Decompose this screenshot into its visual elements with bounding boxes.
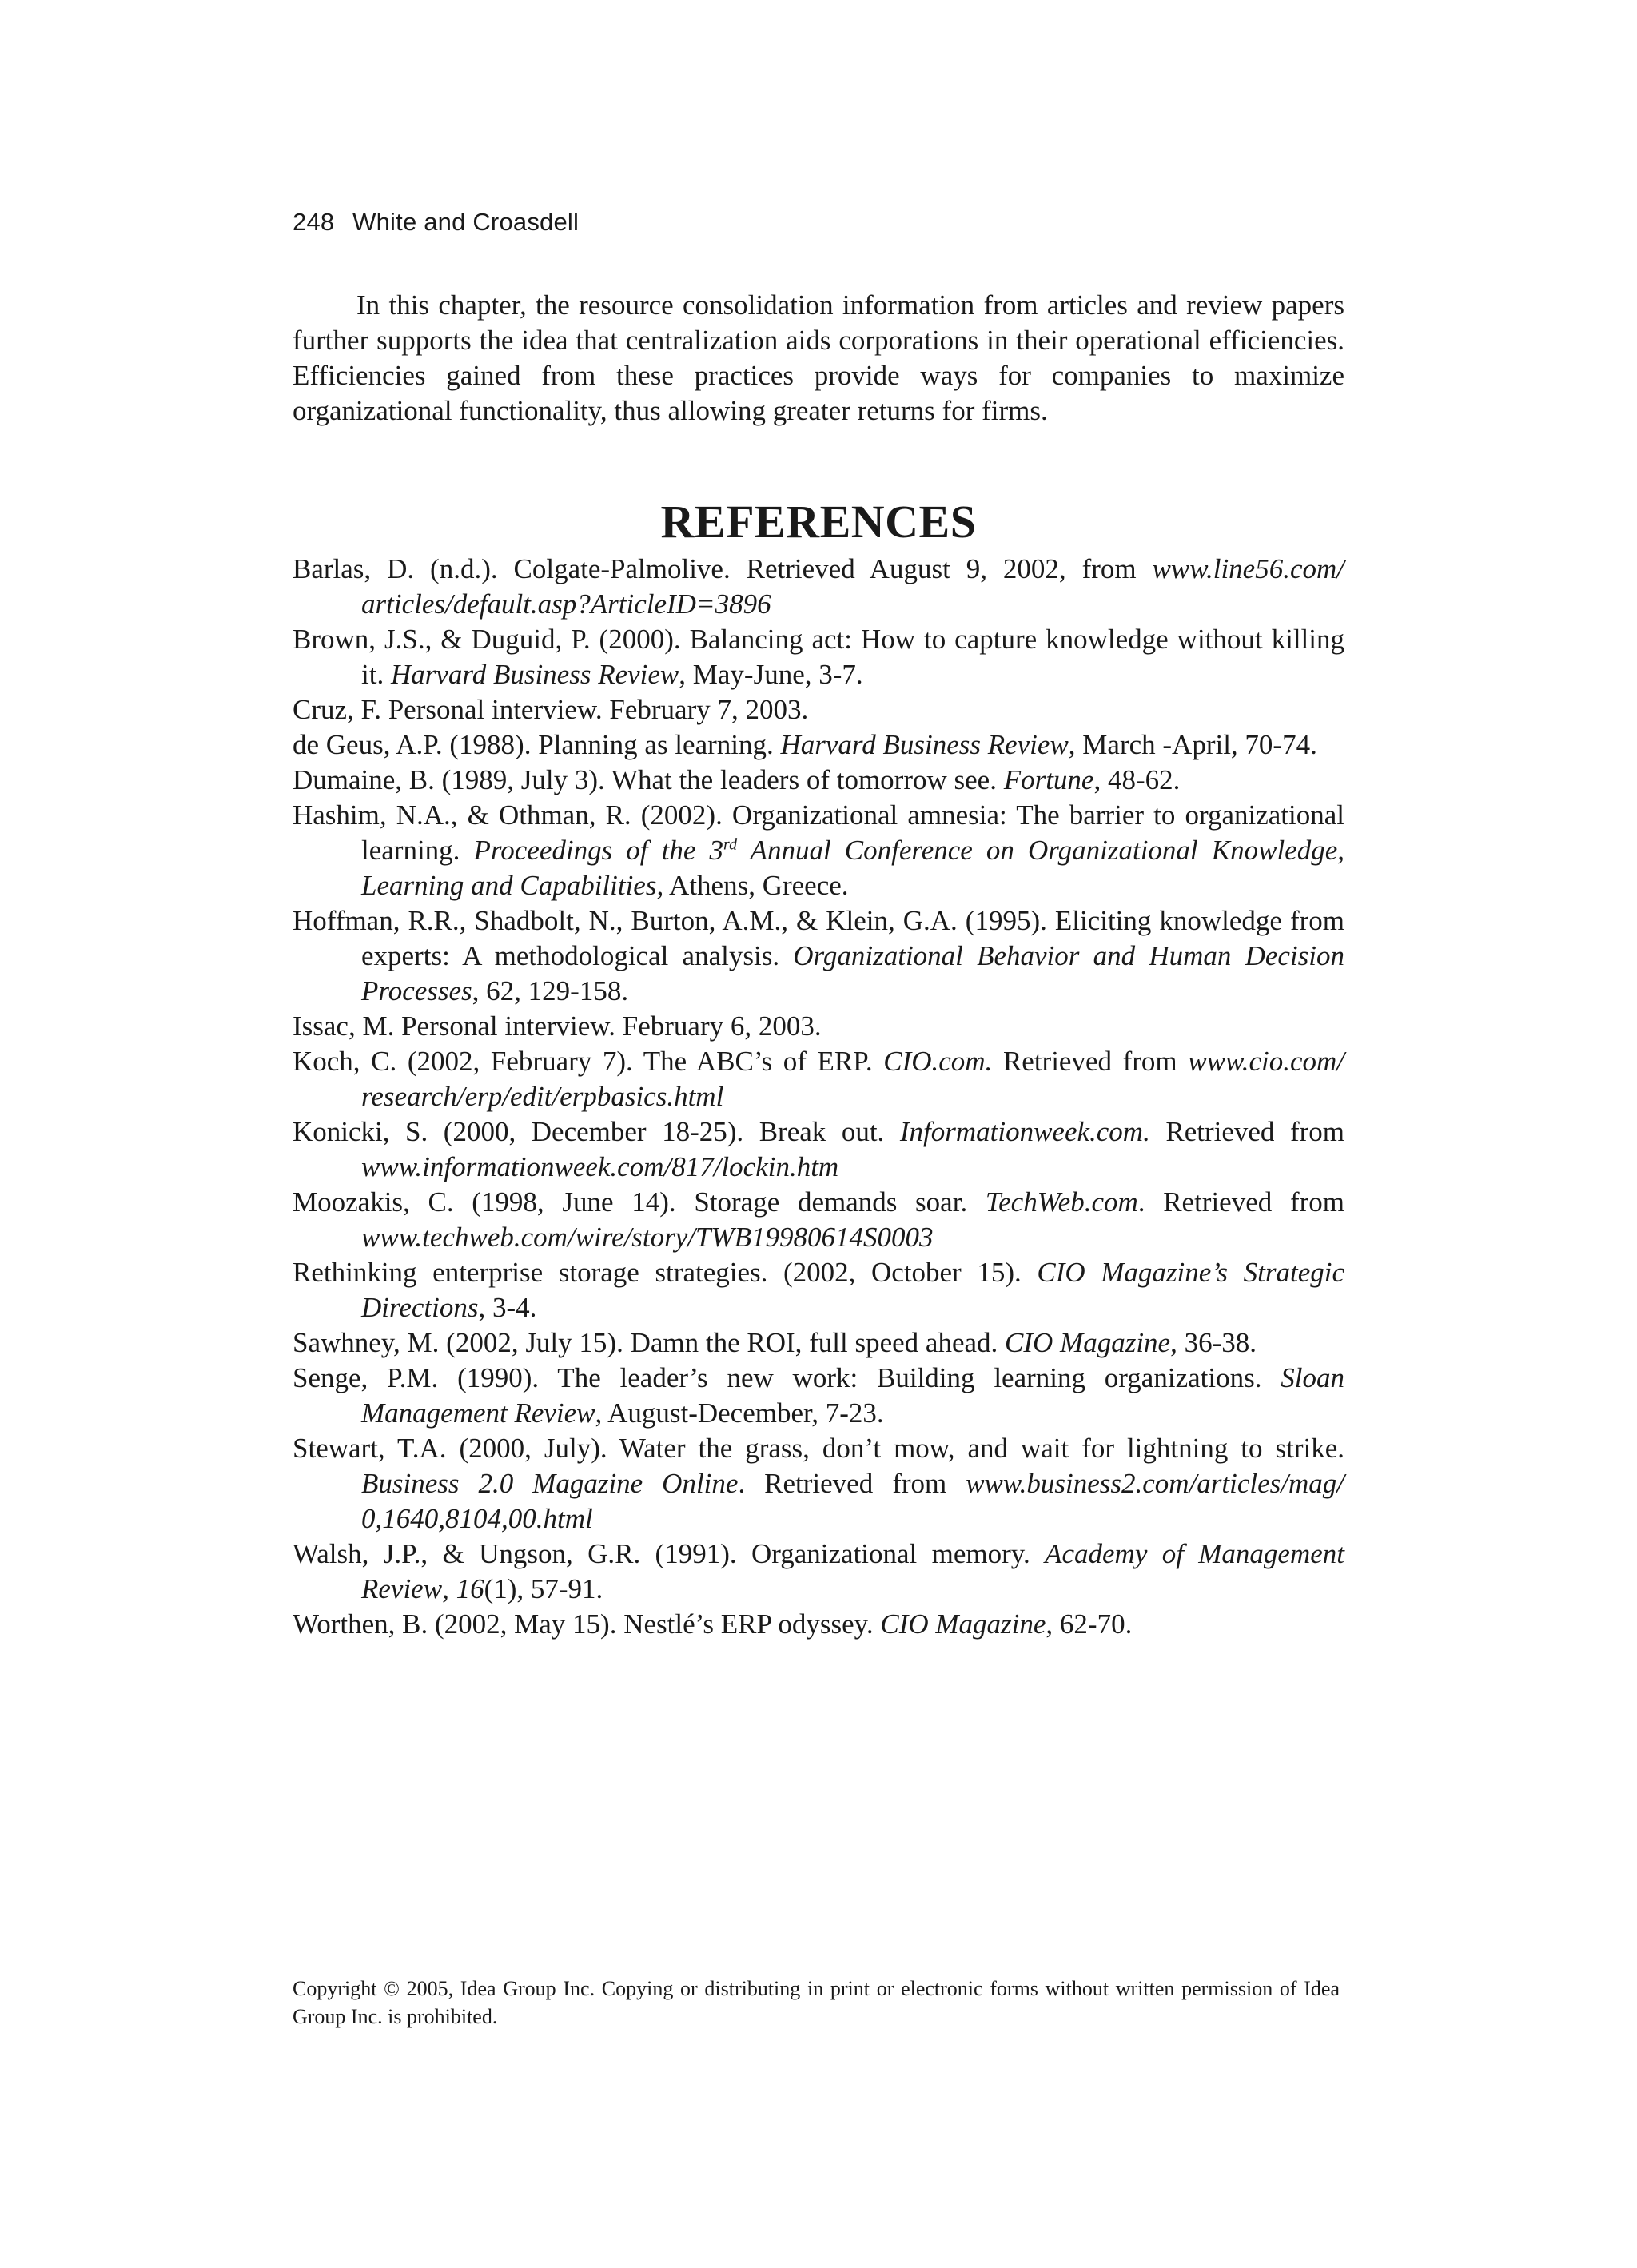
reference-item: Sawhney, M. (2002, July 15). Damn the ROI, full speed ahead. CIO Magazine, 36-38. <box>293 1327 1257 1358</box>
page-number: 248 <box>293 208 335 236</box>
reference-item: Dumaine, B. (1989, July 3). What the leaders of tomorrow see. Fortune, 48-62. <box>293 764 1181 795</box>
reference-item: Stewart, T.A. (2000, July). Water the grass, don’t mow, and wait for lightning to strike. Business 2.0 Magazine Online. Retrieved from www.business2.com/articles/mag/ 0,1640,8104,00.html <box>293 1433 1345 1534</box>
reference-item: Konicki, S. (2000, December 18-25). Break out. Informationweek.com. Retrieved from www.informationweek.com/817/lockin.htm <box>293 1116 1345 1182</box>
reference-item: Cruz, F. Personal interview. February 7, 2003. <box>293 694 809 725</box>
copyright-notice: Copyright © 2005, Idea Group Inc. Copying or distributing in print or electronic forms without written permission of Idea Group Inc. is prohibited. <box>293 1977 1340 2028</box>
reference-item: Worthen, B. (2002, May 15). Nestlé’s ERP odyssey. CIO Magazine, 62-70. <box>293 1608 1133 1640</box>
reference-item: Walsh, J.P., & Ungson, G.R. (1991). Organizational memory. Academy of Management Review, 16(1), 57-91. <box>293 1538 1344 1604</box>
running-title: White and Croasdell <box>352 208 580 236</box>
reference-item: Brown, J.S., & Duguid, P. (2000). Balancing act: How to capture knowledge without killing it. Harvard Business Review, May-June, 3-7. <box>293 624 1344 690</box>
reference-item: Koch, C. (2002, February 7). The ABC’s of ERP. CIO.com. Retrieved from www.cio.com/ research/erp/edit/erpbasics.html <box>293 1046 1344 1112</box>
reference-item: Issac, M. Personal interview. February 6, 2003. <box>293 1010 822 1042</box>
references-list <box>293 552 1344 1642</box>
reference-item: Senge, P.M. (1990). The leader’s new work: Building learning organizations. Sloan Management Review, August-December, 7-23. <box>293 1362 1344 1429</box>
reference-item: Hashim, N.A., & Othman, R. (2002). Organizational amnesia: The barrier to organizational learning. Proceedings of the 3rd Annual Conference on Organizational Knowledge, Learning and Capabilities, Athens, Greece. <box>293 799 1344 901</box>
reference-item: de Geus, A.P. (1988). Planning as learning. Harvard Business Review, March -April, 70-74. <box>293 729 1317 760</box>
reference-item: Rethinking enterprise storage strategies. (2002, October 15). CIO Magazine’s Strategic Directions, 3-4. <box>293 1257 1345 1323</box>
reference-item: Hoffman, R.R., Shadbolt, N., Burton, A.M., & Klein, G.A. (1995). Eliciting knowledge from experts: A methodological analysis. Organizational Behavior and Human Decision Processes, 62, 129-158. <box>293 905 1344 1006</box>
body-paragraph: In this chapter, the resource consolidation information from articles and review papers further supports the idea that centralization aids corporations in their operational efficiencies. Efficiencies gained from these practices provide ways for companies to maximize organizational functionality, thus allowing greater returns for firms. <box>293 289 1344 426</box>
running-head <box>293 208 579 237</box>
reference-item: Barlas, D. (n.d.). Colgate-Palmolive. Retrieved August 9, 2002, from www.line56.com/ articles/default.asp?ArticleID=3896 <box>293 553 1344 620</box>
reference-item: Moozakis, C. (1998, June 14). Storage demands soar. TechWeb.com. Retrieved from www.techweb.com/wire/story/TWB19980614S0003 <box>293 1186 1344 1253</box>
references-heading: REFERENCES <box>660 496 977 548</box>
